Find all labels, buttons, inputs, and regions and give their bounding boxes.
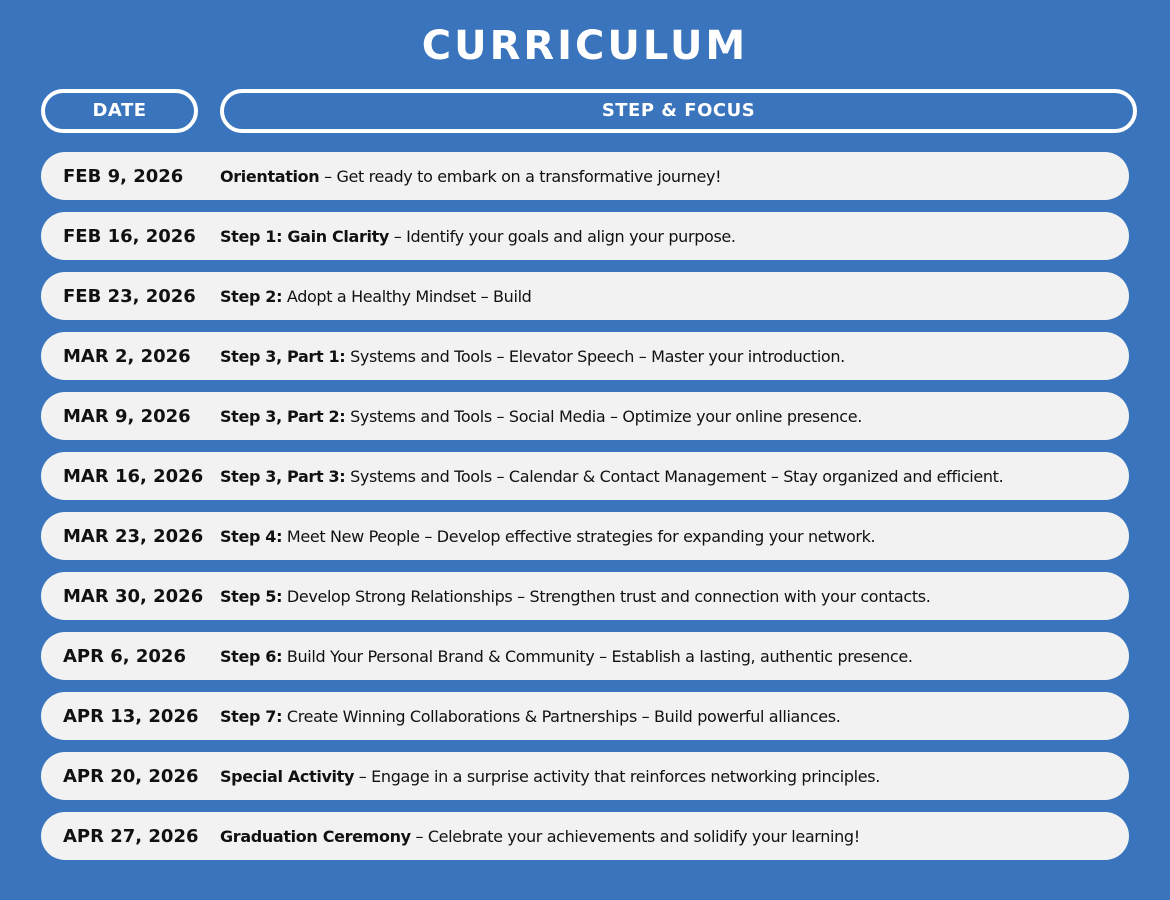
row-step [220,647,913,666]
row-date: APR 27, 2026 [63,825,199,847]
row-date: MAR 23, 2026 [63,525,204,547]
row-step-description: – Get ready to embark on a transformative journey! [319,166,722,186]
curriculum-row [41,212,1129,260]
row-step-description: Adopt a Healthy Mindset – Build [282,286,532,306]
row-step [220,287,531,306]
row-step-description: Meet New People – Develop effective strategies for expanding your network. [282,526,876,546]
curriculum-row [41,332,1129,380]
curriculum-row [41,572,1129,620]
row-date: MAR 30, 2026 [63,585,204,607]
row-step-description: Create Winning Collaborations & Partnerships – Build powerful alliances. [282,706,841,726]
row-date: MAR 16, 2026 [63,465,204,487]
row-date: MAR 2, 2026 [63,345,191,367]
row-step-title: Special Activity [220,766,355,786]
row-date: APR 20, 2026 [63,765,199,787]
row-step [220,827,860,846]
row-step [220,587,930,606]
curriculum-row [41,152,1129,200]
page-title: CURRICULUM [421,23,749,69]
step-focus-column-header: STEP & FOCUS [220,89,1137,133]
row-step-description: Develop Strong Relationships – Strengthen trust and connection with your contacts. [282,586,931,606]
row-step-title: Step 4: [220,526,283,546]
row-step [220,767,880,786]
row-step-title: Step 7: [220,706,283,726]
row-step [220,407,862,426]
row-step-title: Graduation Ceremony [220,826,411,846]
row-step-description: Systems and Tools – Calendar & Contact Management – Stay organized and efficient. [345,466,1004,486]
row-date: MAR 9, 2026 [63,405,191,427]
curriculum-row [41,752,1129,800]
row-step-title: Step 6: [220,646,283,666]
row-date: FEB 16, 2026 [63,225,196,247]
row-step-title: Step 2: [220,286,283,306]
row-step [220,467,1003,486]
row-step [220,227,736,246]
curriculum-row [41,812,1129,860]
row-step-description: Systems and Tools – Social Media – Optimize your online presence. [345,406,862,426]
row-step-title: Step 1: Gain Clarity [220,226,390,246]
row-step [220,527,875,546]
curriculum-row [41,692,1129,740]
row-step [220,167,721,186]
row-date: FEB 9, 2026 [63,165,184,187]
curriculum-row [41,452,1129,500]
row-step-title: Step 3, Part 1: [220,346,346,366]
row-step-description: – Engage in a surprise activity that reinforces networking principles. [354,766,880,786]
curriculum-row [41,512,1129,560]
row-step-description: – Identify your goals and align your purpose. [389,226,736,246]
curriculum-list [41,152,1129,872]
row-step-title: Orientation [220,166,320,186]
row-date: FEB 23, 2026 [63,285,196,307]
row-step [220,707,840,726]
date-column-header: DATE [41,89,198,133]
row-step-title: Step 5: [220,586,283,606]
curriculum-row [41,392,1129,440]
row-step [220,347,845,366]
row-step-title: Step 3, Part 3: [220,466,346,486]
row-step-description: Build Your Personal Brand & Community – Establish a lasting, authentic presence. [282,646,913,666]
row-date: APR 13, 2026 [63,705,199,727]
row-step-description: – Celebrate your achievements and solidify your learning! [410,826,860,846]
row-date: APR 6, 2026 [63,645,186,667]
curriculum-row [41,272,1129,320]
curriculum-row [41,632,1129,680]
row-step-description: Systems and Tools – Elevator Speech – Master your introduction. [345,346,845,366]
row-step-title: Step 3, Part 2: [220,406,346,426]
